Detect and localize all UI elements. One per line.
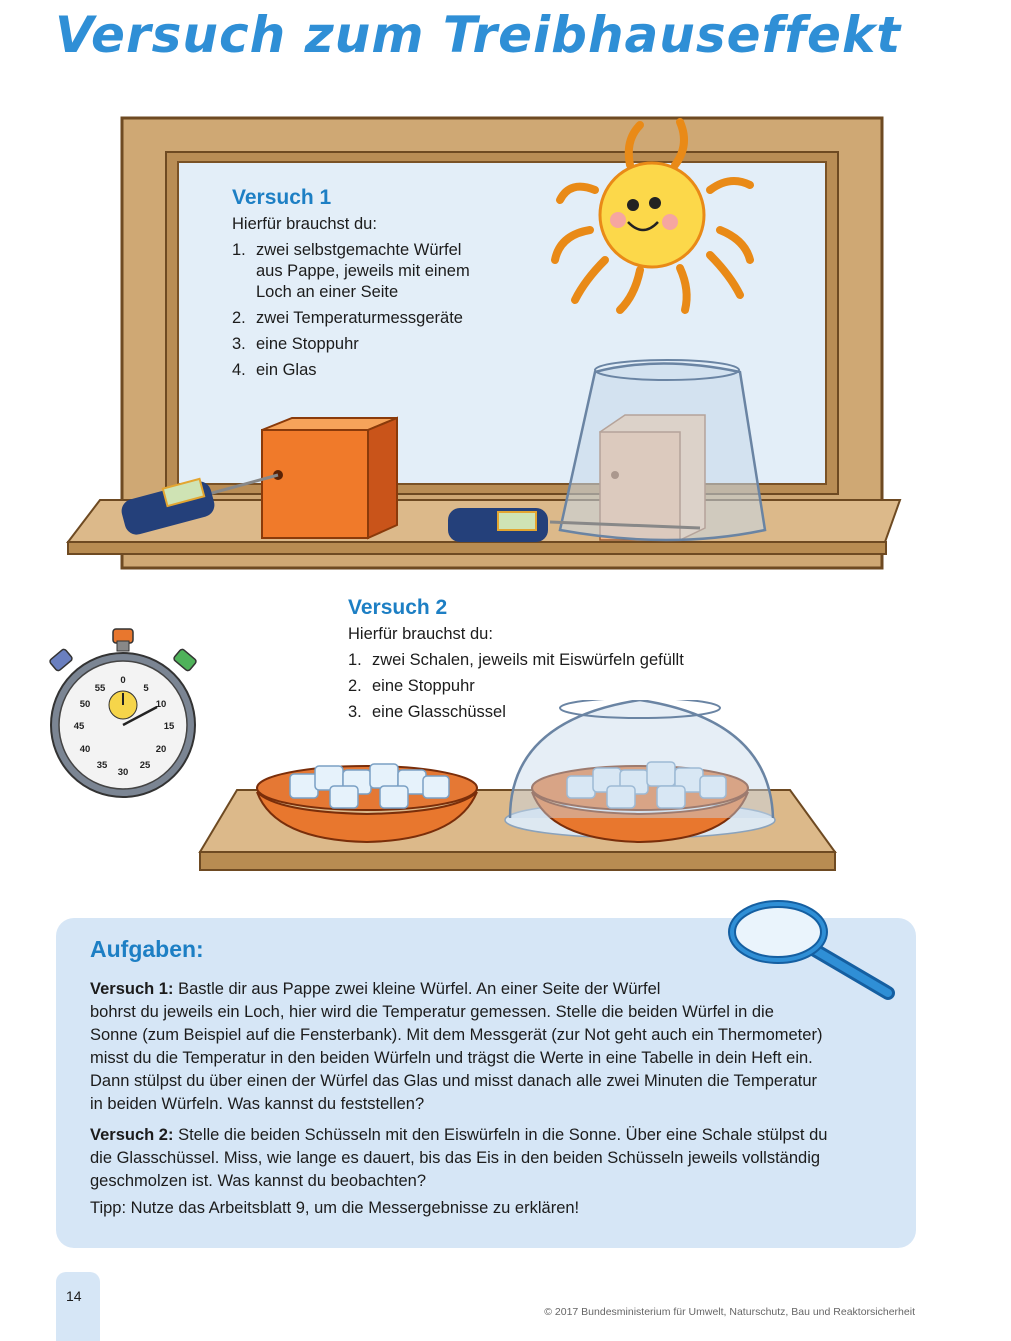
page-number-tab: [56, 1272, 100, 1341]
versuch2-heading: Versuch 2: [348, 596, 448, 619]
svg-text:30: 30: [117, 767, 129, 778]
task-versuch2: Versuch 2: Stelle die beiden Schüsseln mit den Eiswürfeln in die Sonne. Über eine Schale stülpst du die Glasschüssel. Miss, wie lange es dauert, bis das Eis in den beiden Schüsseln jeweils vollständig geschmolzen ist. Was kannst du beobachten?: [90, 1126, 828, 1190]
page-title: Versuch zum Treibhauseffekt: [55, 6, 902, 64]
versuch1-heading: Versuch 1: [232, 186, 332, 209]
list-item: 3. eine Stoppuhr: [232, 335, 359, 353]
versuch1-block: [232, 186, 532, 386]
svg-text:10: 10: [155, 699, 167, 710]
page-number: 14: [66, 1288, 82, 1304]
list-item: 3. eine Glasschüssel: [348, 703, 506, 721]
svg-text:5: 5: [143, 683, 149, 694]
versuch2-intro: Hierfür brauchst du:: [348, 625, 493, 643]
list-item: 4. ein Glas: [232, 361, 317, 379]
list-item: 2. zwei Temperaturmessgeräte: [232, 309, 463, 327]
svg-text:0: 0: [120, 675, 126, 686]
svg-text:20: 20: [155, 744, 167, 755]
ice-bowl-right: [505, 700, 775, 842]
svg-text:35: 35: [96, 760, 108, 771]
glass-over-cube: [560, 360, 765, 540]
svg-text:55: 55: [94, 683, 106, 694]
svg-text:15: 15: [163, 721, 175, 732]
task-tipp: Tipp: Nutze das Arbeitsblatt 9, um die Messergebnisse zu erklären!: [90, 1199, 580, 1217]
cardboard-cube-left: [262, 418, 397, 538]
tasks-title: Aufgaben:: [90, 936, 204, 962]
shelf-bowls-illustration: [195, 700, 845, 885]
svg-text:40: 40: [79, 744, 91, 755]
versuch1-intro: Hierfür brauchst du:: [232, 215, 377, 233]
svg-text:25: 25: [139, 760, 151, 771]
tasks-text: [90, 978, 890, 1220]
list-item: 2. eine Stoppuhr: [348, 677, 475, 695]
stopwatch-icon: [45, 625, 200, 800]
task-versuch1: Versuch 1: Bastle dir aus Pappe zwei kleine Würfel. An einer Seite der Würfel bohrst du jeweils ein Loch, hier wird die Temperatur gemessen. Stelle die beiden Würfel in die Sonne (zum Beispiel auf die Fensterbank). Mit dem Messgerät (zur Not geht auch ein Thermometer) misst du die Temperatur in den beiden Würfeln und trägst die Werte in eine Tabelle in dein Heft ein. Dann stülpst du über einen der Würfel das Glas und misst danach alle zwei Minuten die Temperatur in beiden Würfeln. Was kannst du feststellen?: [90, 980, 823, 1113]
versuch1-list: [232, 240, 532, 381]
copyright-notice: © 2017 Bundesministerium für Umwelt, Naturschutz, Bau und Reaktorsicherheit: [544, 1306, 915, 1318]
svg-text:45: 45: [73, 721, 85, 732]
list-item: 1. zwei Schalen, jeweils mit Eiswürfeln gefüllt: [348, 651, 684, 669]
svg-text:50: 50: [79, 699, 91, 710]
list-item: 1. zwei selbstgemachte Würfel aus Pappe, jeweils mit einem Loch an einer Seite: [232, 241, 470, 301]
